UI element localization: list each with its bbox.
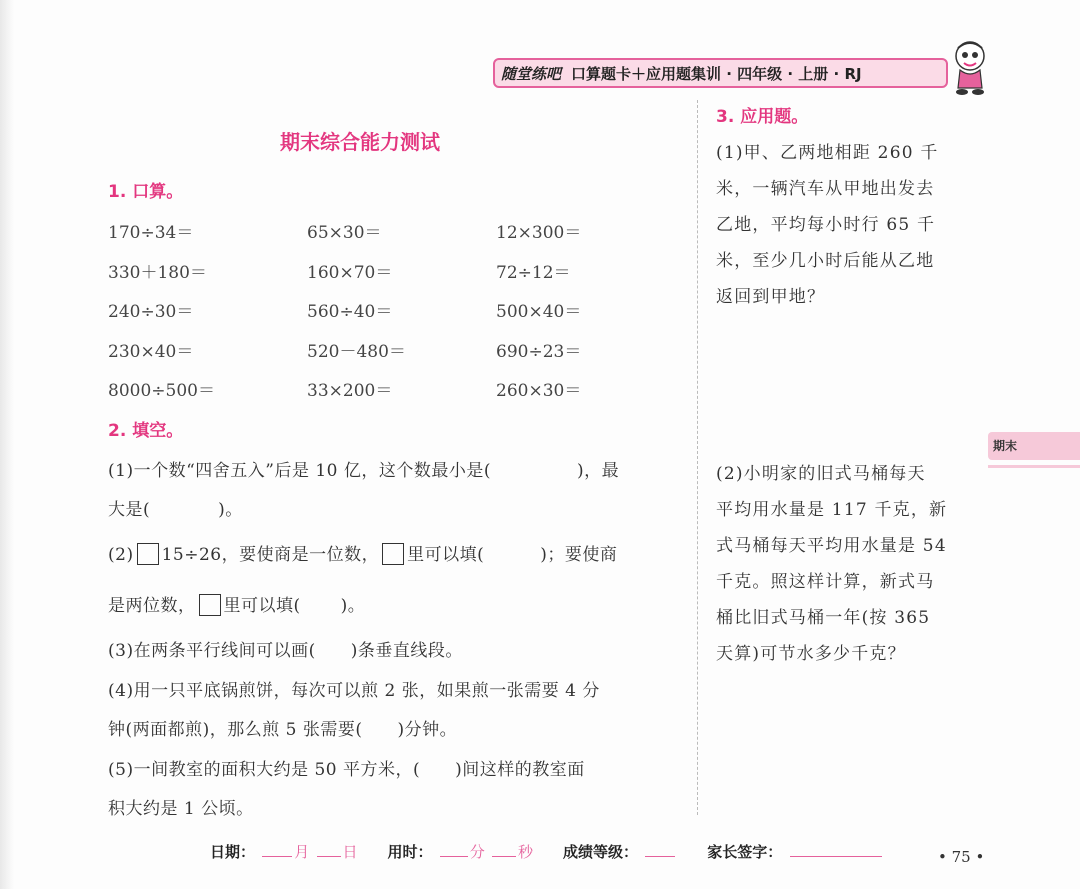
fill-question-3: (3)在两条平行线间可以画( )条垂直线段。 bbox=[108, 641, 463, 661]
side-tab-underline bbox=[988, 465, 1080, 468]
q2-text-d: )；要使商 bbox=[540, 545, 618, 565]
calc-item: 8000÷500＝ bbox=[108, 381, 215, 401]
word-problem-1-line: 乙地，平均每小时行 65 千 bbox=[716, 215, 936, 235]
footer-sign bbox=[707, 840, 883, 862]
q2-text-b: 15÷26，要使商是一位数， bbox=[161, 545, 380, 565]
calc-item: 260×30＝ bbox=[496, 381, 582, 401]
column-divider bbox=[697, 100, 698, 815]
calc-item: 230×40＝ bbox=[108, 342, 194, 362]
page-fold-shadow bbox=[0, 0, 14, 889]
minute-label: 分 bbox=[469, 843, 485, 861]
grade-blank[interactable] bbox=[645, 840, 675, 857]
q1-text-a: (1)一个数“四舍五入”后是 10 亿，这个数最小是( bbox=[108, 461, 492, 481]
word-problem-2-line: (2)小明家的旧式马桶每天 bbox=[716, 464, 926, 484]
calc-item: 560÷40＝ bbox=[307, 302, 393, 322]
footer-grade bbox=[563, 840, 677, 862]
date-label: 日期： bbox=[210, 843, 256, 861]
fill-question-2-cont bbox=[108, 591, 365, 616]
sign-blank[interactable] bbox=[790, 840, 882, 857]
word-problem-1-line: 米，至少几小时后能从乙地 bbox=[716, 251, 935, 271]
q1-text-b: )，最 bbox=[577, 461, 620, 481]
fill-question-4-cont: 钟(两面都煎)，那么煎 5 张需要( )分钟。 bbox=[108, 720, 458, 740]
q1-text-d: )。 bbox=[218, 500, 243, 520]
q2-text-e: 是两位数， bbox=[108, 596, 196, 616]
fill-question-4: (4)用一只平底锅煎饼，每次可以煎 2 张，如果煎一张需要 4 分 bbox=[108, 681, 600, 701]
section-1-heading: 1. 口算。 bbox=[108, 182, 184, 202]
fill-question-1 bbox=[108, 456, 619, 481]
sign-label: 家长签字： bbox=[707, 843, 783, 861]
section-2-heading: 2. 填空。 bbox=[108, 421, 184, 441]
calc-item: 160×70＝ bbox=[307, 263, 393, 283]
second-label: 秒 bbox=[518, 843, 534, 861]
fill-question-2 bbox=[108, 540, 617, 565]
grade-label: 成绩等级： bbox=[563, 843, 639, 861]
fill-question-5-cont: 积大约是 1 公顷。 bbox=[108, 799, 254, 819]
fill-question-5: (5)一间教室的面积大约是 50 平方米，( )间这样的教室面 bbox=[108, 760, 585, 780]
calc-item: 12×300＝ bbox=[496, 223, 582, 243]
word-problem-1-line: (1)甲、乙两地相距 260 千 bbox=[716, 143, 939, 163]
word-problem-2-line: 桶比旧式马桶一年(按 365 bbox=[716, 608, 931, 628]
calc-item: 520－480＝ bbox=[307, 342, 406, 362]
word-problem-2-line: 千克。照这样计算，新式马 bbox=[716, 572, 935, 592]
calc-item: 690÷23＝ bbox=[496, 342, 582, 362]
word-problem-1-line: 返回到甲地？ bbox=[716, 287, 826, 307]
section-3-heading: 3. 应用题。 bbox=[716, 107, 809, 127]
digit-box[interactable] bbox=[199, 594, 221, 616]
banner-series-title: 口算题卡＋应用题集训 · 四年级 · 上册 · RJ bbox=[571, 64, 862, 83]
q2-text-a: (2) bbox=[108, 545, 134, 565]
second-blank[interactable] bbox=[492, 840, 516, 857]
calc-item: 330＋180＝ bbox=[108, 263, 207, 283]
day-blank[interactable] bbox=[317, 840, 341, 857]
q1-text-c: 大是( bbox=[108, 500, 151, 520]
footer-date bbox=[210, 840, 358, 862]
page-number: • 75 • bbox=[938, 848, 985, 866]
digit-box[interactable] bbox=[137, 543, 159, 565]
month-label: 月 bbox=[294, 843, 310, 861]
word-problem-2-line: 平均用水量是 117 千克，新 bbox=[716, 500, 948, 520]
q2-text-g: )。 bbox=[340, 596, 366, 616]
fill-question-1-cont bbox=[108, 495, 243, 520]
word-problem-2-line: 天算)可节水多少千克？ bbox=[716, 644, 906, 664]
calc-item: 72÷12＝ bbox=[496, 263, 571, 283]
calc-item: 500×40＝ bbox=[496, 302, 582, 322]
series-banner bbox=[493, 58, 948, 88]
word-problem-2-line: 式马桶每天平均用水量是 54 bbox=[716, 536, 947, 556]
page-title: 期末综合能力测试 bbox=[280, 130, 440, 154]
digit-box[interactable] bbox=[382, 543, 404, 565]
banner-brand: 随堂练吧 bbox=[501, 64, 562, 83]
word-problem-1-line: 米，一辆汽车从甲地出发去 bbox=[716, 179, 935, 199]
footer-record bbox=[210, 840, 884, 862]
calc-item: 33×200＝ bbox=[307, 381, 393, 401]
mascot-icon bbox=[948, 38, 992, 96]
chapter-side-tab: 期末 bbox=[988, 432, 1080, 460]
q2-text-c: 里可以填( bbox=[407, 545, 485, 565]
calc-item: 170÷34＝ bbox=[108, 223, 194, 243]
time-label: 用时： bbox=[387, 843, 433, 861]
minute-blank[interactable] bbox=[440, 840, 468, 857]
calc-item: 240÷30＝ bbox=[108, 302, 194, 322]
footer-time bbox=[388, 840, 534, 862]
calc-item: 65×30＝ bbox=[307, 223, 382, 243]
day-label: 日 bbox=[342, 843, 358, 861]
q2-text-f: 里可以填( bbox=[223, 596, 301, 616]
month-blank[interactable] bbox=[262, 840, 292, 857]
